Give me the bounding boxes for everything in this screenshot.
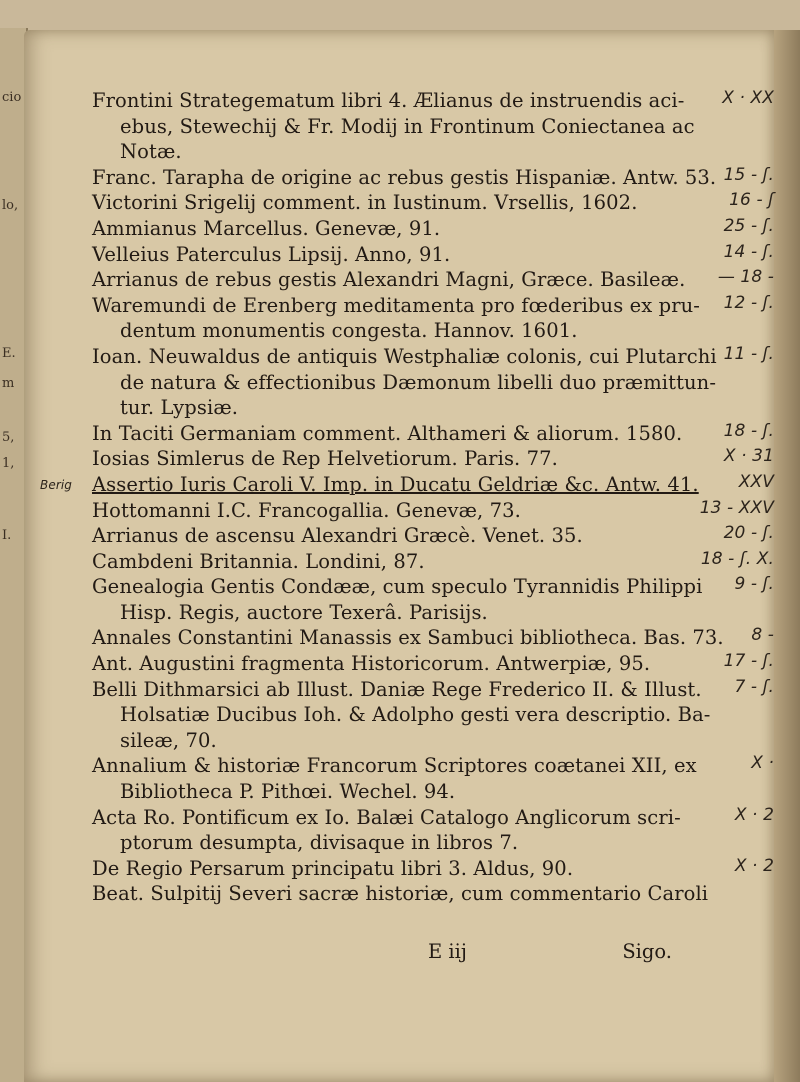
handwritten-price: 18 - ʃ. X. — [700, 548, 774, 569]
entry-text: Annales Constantini Manassis ex Sambuci bibliotheca. Bas. 73. — [92, 626, 724, 650]
entry-line — [92, 421, 782, 447]
handwritten-price: XXV — [738, 471, 774, 492]
catalogue-entry — [92, 498, 782, 524]
entry-continuation — [92, 600, 782, 626]
handwritten-price: 7 - ʃ. — [734, 676, 774, 697]
handwritten-price: X · 2 — [734, 804, 774, 825]
catalogue-entry — [92, 446, 782, 472]
handwritten-price: 16 - ʃ — [729, 190, 774, 211]
catalogue-entry — [92, 753, 782, 804]
signature-mark: E iij — [428, 940, 467, 963]
catalogue-entry — [92, 165, 782, 191]
facing-page-fragment: cio — [2, 90, 22, 105]
facing-page-fragment: E. — [2, 346, 16, 361]
entry-continuation — [92, 114, 782, 140]
entry-text: de natura & effectionibus Dæmonum libelli duo præmittun- — [120, 370, 717, 394]
catalogue-entry — [92, 805, 782, 856]
handwritten-price: 13 - XXV — [699, 497, 774, 518]
entry-text: Hisp. Regis, auctore Texerâ. Parisijs. — [120, 600, 488, 624]
entry-text: Victorini Srigelij comment. in Iustinum. Vrsellis, 1602. — [92, 191, 638, 215]
catalogue-entry — [92, 651, 782, 677]
catalogue-entry — [92, 625, 782, 651]
entry-text: Ammianus Marcellus. Genevæ, 91. — [92, 216, 441, 240]
catalogue-entry — [92, 881, 782, 907]
entry-line — [92, 881, 782, 907]
facing-page-fragment: lo, — [2, 198, 19, 213]
entry-text: Ioan. Neuwaldus de antiquis Westphaliæ colonis, cui Plutarchi — [92, 344, 717, 368]
entry-line — [92, 805, 782, 831]
facing-page-fragment: m — [2, 376, 15, 391]
entry-text: dentum monumentis congesta. Hannov. 1601. — [120, 319, 578, 343]
entry-text: sileæ, 70. — [120, 728, 217, 752]
catchword: Sigo. — [622, 940, 672, 963]
catalogue-entry — [92, 549, 782, 575]
handwritten-price: X · — [751, 753, 774, 774]
entry-line — [92, 216, 782, 242]
entry-text: tur. Lypsiæ. — [120, 396, 239, 420]
entry-line — [92, 242, 782, 268]
entry-line — [92, 446, 782, 472]
entry-text: De Regio Persarum principatu libri 3. Aldus, 90. — [92, 856, 574, 880]
entry-continuation — [92, 370, 782, 396]
entry-text: Assertio Iuris Caroli V. Imp. in Ducatu Geldriæ &c. Antw. 41. — [92, 472, 699, 496]
catalogue-entry — [92, 344, 782, 421]
handwritten-price: 18 - ʃ. — [723, 420, 774, 441]
entry-line — [92, 88, 782, 114]
entry-text: Arrianus de ascensu Alexandri Græcè. Venet. 35. — [92, 524, 583, 548]
entry-line — [92, 498, 782, 524]
entry-text: Holsatiæ Ducibus Ioh. & Adolpho gesti vera descriptio. Ba- — [120, 703, 711, 727]
entry-line — [92, 472, 782, 498]
entry-text: Beat. Sulpitij Severi sacræ historiæ, cum commentario Caroli — [92, 882, 709, 906]
entry-text: Acta Ro. Pontificum ex Io. Balæi Catalogo Anglicorum scri- — [92, 805, 681, 829]
catalogue-listing — [40, 88, 782, 907]
handwritten-price: 8 - — [751, 625, 774, 646]
entry-line — [92, 267, 782, 293]
entry-text: Iosias Simlerus de Rep Helvetiorum. Paris. 77. — [92, 447, 558, 471]
handwritten-price: — 18 - — [717, 267, 774, 288]
entry-text: Frontini Strategematum libri 4. Ælianus de instruendis aci- — [92, 89, 685, 112]
entry-continuation — [92, 395, 782, 421]
entry-line — [92, 549, 782, 575]
handwritten-price: 25 - ʃ. — [723, 215, 774, 236]
handwritten-price: X · 2 — [734, 855, 774, 876]
entry-text: Cambdeni Britannia. Londini, 87. — [92, 549, 425, 573]
entry-continuation — [92, 779, 782, 805]
entry-text: Franc. Tarapha de origine ac rebus gestis Hispaniæ. Antw. 53. — [92, 165, 717, 189]
catalogue-entry — [92, 677, 782, 754]
catalogue-entry — [92, 88, 782, 165]
entry-text: Waremundi de Erenberg meditamenta pro fœderibus ex pru- — [92, 293, 700, 317]
catalogue-entry — [92, 523, 782, 549]
entry-continuation — [92, 830, 782, 856]
entry-text: Arrianus de rebus gestis Alexandri Magni, Græce. Basileæ. — [92, 268, 686, 292]
handwritten-price: 11 - ʃ. — [723, 343, 774, 364]
catalogue-entry — [92, 574, 782, 625]
entry-text: Hottomanni I.C. Francogallia. Genevæ, 73. — [92, 498, 521, 522]
catalogue-entry — [40, 471, 782, 498]
entry-line — [92, 165, 782, 191]
entry-text: Genealogia Gentis Condææ, cum speculo Tyrannidis Philippi — [92, 575, 703, 599]
handwritten-price: 17 - ʃ. — [723, 651, 774, 672]
entry-text: ebus, Stewechij & Fr. Modij in Frontinum Coniectanea ac — [120, 114, 695, 138]
entry-continuation — [92, 702, 782, 728]
entry-text: In Taciti Germaniam comment. Althameri & aliorum. 1580. — [92, 421, 683, 445]
facing-page-fragment: 1, — [2, 456, 15, 471]
entry-text: Belli Dithmarsici ab Illust. Daniæ Rege Frederico II. & Illust. — [92, 677, 702, 701]
catalogue-entry — [92, 190, 782, 216]
entry-continuation — [92, 318, 782, 344]
entry-text: Annalium & historiæ Francorum Scriptores coætanei XII, ex — [92, 754, 697, 778]
entry-text: Ant. Augustini fragmenta Historicorum. Antwerpiæ, 95. — [92, 652, 651, 676]
handwritten-note: Berig — [40, 477, 72, 492]
entry-line — [92, 856, 782, 882]
facing-page-fragment: 5, — [2, 430, 15, 445]
handwritten-price: 15 - ʃ. — [723, 164, 774, 185]
entry-text: Notæ. — [120, 140, 182, 164]
entry-line — [92, 293, 782, 319]
entry-text: Velleius Paterculus Lipsij. Anno, 91. — [92, 242, 451, 266]
handwritten-price: 9 - ʃ. — [734, 574, 774, 595]
catalogue-entry — [92, 856, 782, 882]
handwritten-price: X · XX — [722, 88, 774, 108]
entry-line — [92, 753, 782, 779]
handwritten-price: X · 31 — [723, 446, 774, 467]
entry-line — [92, 523, 782, 549]
entry-line — [92, 651, 782, 677]
catalogue-entry — [92, 421, 782, 447]
entry-line — [92, 344, 782, 370]
catalogue-entry — [92, 242, 782, 268]
entry-text: ptorum desumpta, divisaque in libros 7. — [120, 831, 519, 855]
catalogue-entry — [92, 267, 782, 293]
entry-continuation — [92, 139, 782, 165]
entry-text: Bibliotheca P. Pithœi. Wechel. 94. — [120, 780, 456, 804]
entry-line — [92, 574, 782, 600]
entry-line — [92, 677, 782, 703]
catalogue-entry — [92, 216, 782, 242]
entry-line — [92, 625, 782, 651]
handwritten-price: 20 - ʃ. — [723, 523, 774, 544]
entry-continuation — [92, 728, 782, 754]
handwritten-price: 14 - ʃ. — [723, 241, 774, 262]
catalogue-entry — [92, 293, 782, 344]
facing-page-fragment: I. — [2, 528, 12, 543]
entry-line — [92, 190, 782, 216]
handwritten-price: 12 - ʃ. — [723, 292, 774, 313]
